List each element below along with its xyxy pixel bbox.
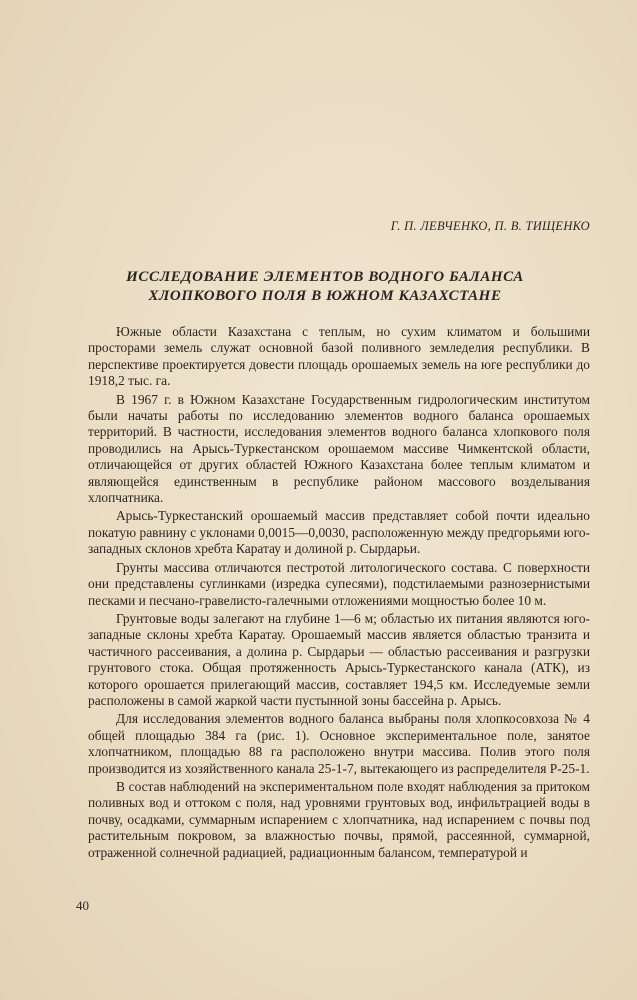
paragraph: В состав наблюдений на экспериментальном поле входят наблюдения за притоком поливных вод и оттоком с поля, над уровнями грунтовых вод, инфильтрацией воды в почву, осадками, суммарным испарением с хлопчатника, над испарением с почвы под растительным покровом, за влажностью почвы, прямой, рассеянной, суммарной, отраженной солнечной радиацией, радиационным балансом, температурой и xyxy=(88,778,590,860)
paragraph: Грунты массива отличаются пестротой литологического состава. С поверхности они представлены суглинками (изредка супесями), подстилаемыми разнозернистыми песками и песчано-гравелисто-галечными отложениями мощностью более 10 м. xyxy=(88,559,590,608)
paragraph: Для исследования элементов водного баланса выбраны поля хлопкосовхоза № 4 общей площадью 384 га (рис. 1). Основное экспериментальное поле, занятое хлопчатником, площадью 88 га расположено внутри массива. Полив этого поля производится из хозяйственного канала 25-1-7, вытекающего из распределителя Р-25-1. xyxy=(88,711,590,776)
paragraph: Южные области Казахстана с теплым, но сухим климатом и большими просторами земель служат основной базой поливного земледелия республики. В перспективе проектируется довести площадь орошаемых земель на юге республики до 1918,2 тыс. га. xyxy=(88,324,590,389)
article-title xyxy=(60,268,590,306)
paragraph: Грунтовые воды залегают на глубине 1—6 м; областью их питания являются юго-западные склоны хребта Каратау. Орошаемый массив является областью транзита и частичного рассеивания, а долина р. Сырдарьи — областью рассеивания и разгрузки грунтового стока. Общая протяженность Арысь-Туркестанского канала (АТК), из которого орошается прилегающий массив, составляет 194,5 км. Исследуемые земли расположены в самой жаркой части пустынной зоны бассейна р. Арысь. xyxy=(88,610,590,708)
title-line-1: ИССЛЕДОВАНИЕ ЭЛЕМЕНТОВ ВОДНОГО БАЛАНСА xyxy=(126,269,524,285)
article-body xyxy=(88,324,590,863)
authors-line: Г. П. ЛЕВЧЕНКО, П. В. ТИЩЕНКО xyxy=(390,219,590,233)
paragraph: В 1967 г. в Южном Казахстане Государственным гидрологическим институтом были начаты работы по исследованию элементов водного баланса орошаемых территорий. В частности, исследования элементов водного баланса хлопкового поля проводились на Арысь-Туркестанском орошаемом массиве Чимкентской области, отличающейся от других областей Южного Казахстана более теплым климатом и являющейся единственным в республике районом массового возделывания хлопчатника. xyxy=(88,391,590,506)
paragraph: Арысь-Туркестанский орошаемый массив представляет собой почти идеально покатую равнину с уклонами 0,0015—0,0030, расположенную между предгорьями юго-западных склонов хребта Каратау и долиной р. Сырдарьи. xyxy=(88,508,590,557)
title-line-2: ХЛОПКОВОГО ПОЛЯ В ЮЖНОМ КАЗАХСТАНЕ xyxy=(148,288,502,304)
page-number: 40 xyxy=(76,898,89,913)
